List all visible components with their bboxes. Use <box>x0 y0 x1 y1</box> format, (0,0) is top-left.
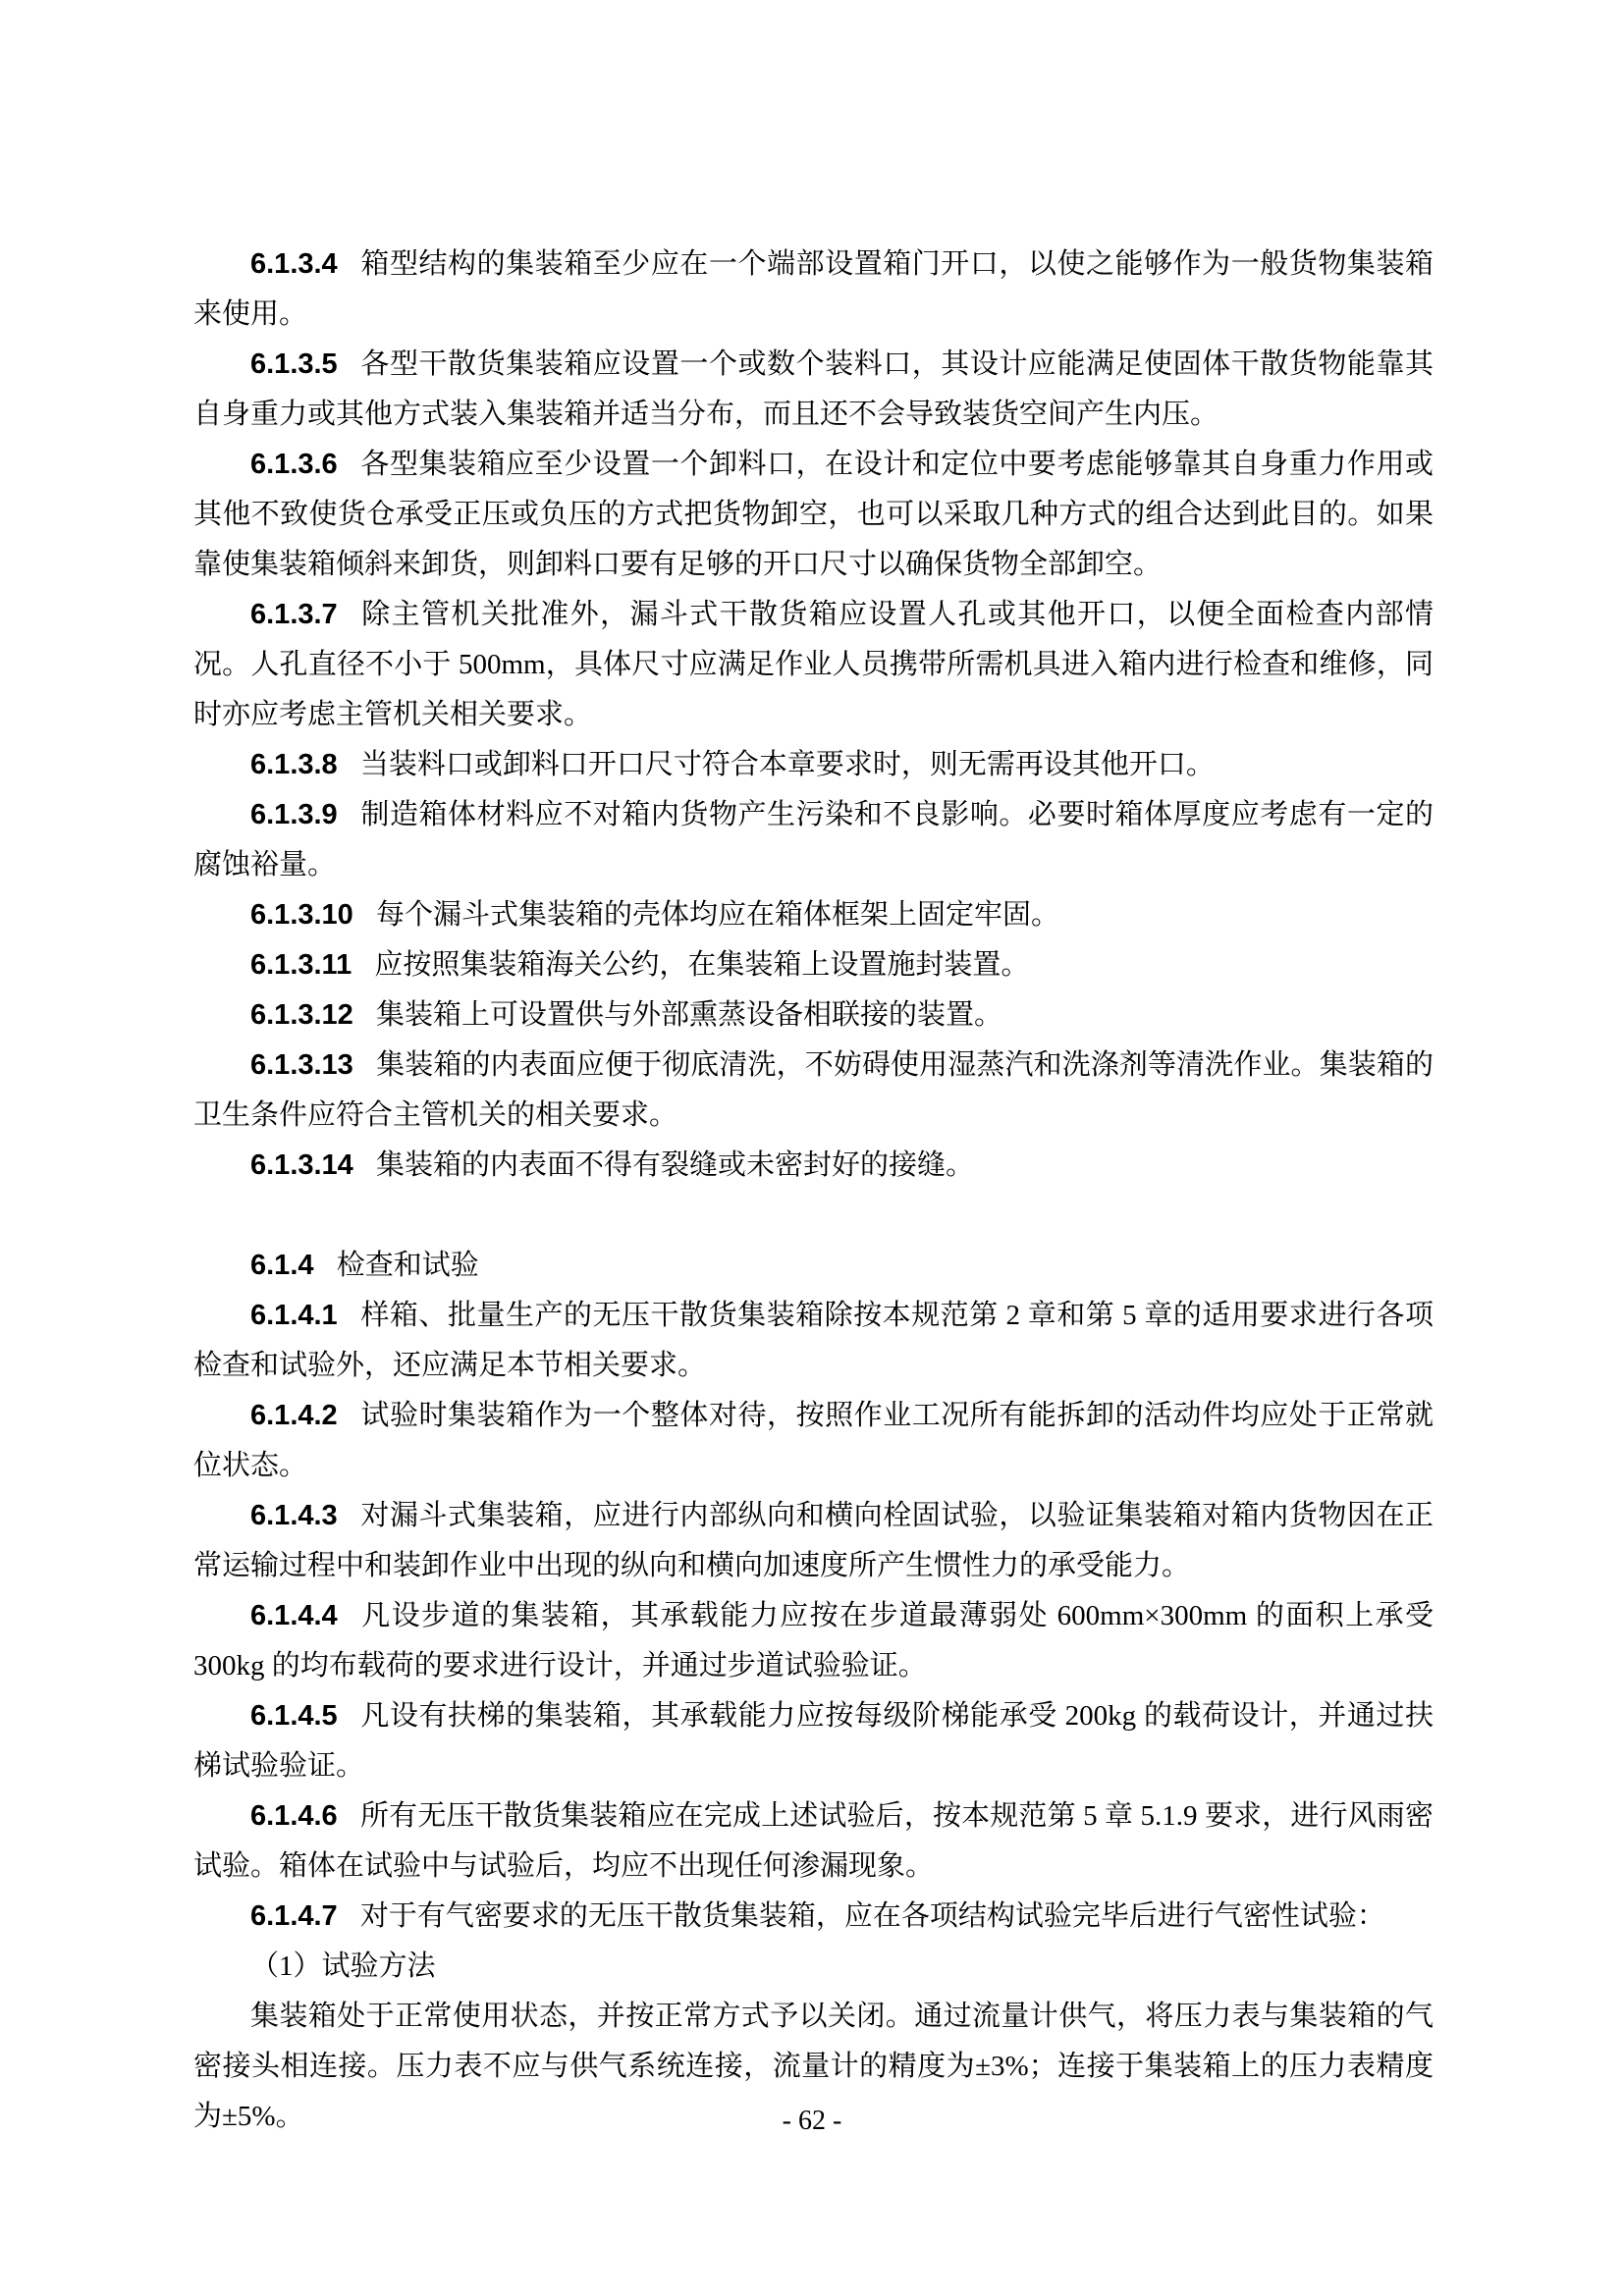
clause-text: 每个漏斗式集装箱的壳体均应在箱体框架上固定牢固。 <box>376 899 1060 931</box>
clause-paragraph <box>193 1491 1434 1591</box>
clause-text: 凡设有扶梯的集装箱，其承载能力应按每级阶梯能承受 200kg 的载荷设计，并通过扶梯试验验证。 <box>193 1700 1434 1782</box>
clause-number: 6.1.3.4 <box>250 248 338 280</box>
clause-paragraph <box>193 1041 1434 1141</box>
clause-text: 各型集装箱应至少设置一个卸料口，在设计和定位中要考虑能够靠其自身重力作用或其他不致使货仓承受正压或负压的方式把货物卸空，也可以采取几种方式的组合达到此目的。如果靠使集装箱倾斜来卸货，则卸料口要有足够的开口尺寸以确保货物全部卸空。 <box>193 449 1434 580</box>
clause-text: 样箱、批量生产的无压干散货集装箱除按本规范第 2 章和第 5 章的适用要求进行各项检查和试验外，还应满足本节相关要求。 <box>193 1300 1434 1381</box>
clause-text: 集装箱的内表面应便于彻底清洗，不妨碍使用湿蒸汽和洗涤剂等清洗作业。集装箱的卫生条件应符合主管机关的相关要求。 <box>193 1049 1434 1131</box>
clause-number: 6.1.4.1 <box>250 1300 338 1331</box>
clause-paragraph <box>193 990 1434 1041</box>
clause-paragraph <box>193 1942 1434 1992</box>
clause-text: 检查和试验 <box>336 1250 479 1281</box>
clause-number: 6.1.4.6 <box>250 1800 338 1832</box>
clause-paragraph <box>193 240 1434 340</box>
clause-text: 所有无压干散货集装箱应在完成上述试验后，按本规范第 5 章 5.1.9 要求，进行风雨密试验。箱体在试验中与试验后，均应不出现任何渗漏现象。 <box>193 1800 1434 1882</box>
clause-text: 对于有气密要求的无压干散货集装箱，应在各项结构试验完毕后进行气密性试验： <box>359 1900 1385 1932</box>
clause-paragraph <box>193 1591 1434 1691</box>
clause-number: 6.1.4.3 <box>250 1500 338 1531</box>
clause-number: 6.1.4.5 <box>250 1700 338 1732</box>
clause-paragraph <box>193 1691 1434 1791</box>
clause-text: 集装箱处于正常使用状态，并按正常方式予以关闭。通过流量计供气，将压力表与集装箱的气密接头相连接。压力表不应与供气系统连接，流量计的精度为±3%；连接于集装箱上的压力表精度为±5%。 <box>193 2001 1434 2132</box>
clause-number: 6.1.3.12 <box>250 999 353 1031</box>
clause-number: 6.1.4.7 <box>250 1900 338 1932</box>
section-heading <box>193 1241 1434 1291</box>
clause-number: 6.1.3.13 <box>250 1049 353 1081</box>
clause-text: 集装箱的内表面不得有裂缝或未密封好的接缝。 <box>376 1149 975 1181</box>
clause-paragraph <box>193 440 1434 590</box>
clause-text: 当装料口或卸料口开口尺寸符合本章要求时，则无需再设其他开口。 <box>359 749 1215 780</box>
clause-paragraph <box>193 940 1434 990</box>
clause-number: 6.1.3.14 <box>250 1149 353 1181</box>
clause-number: 6.1.3.11 <box>250 949 352 981</box>
clause-paragraph <box>193 1791 1434 1892</box>
clause-text: 各型干散货集装箱应设置一个或数个装料口，其设计应能满足使固体干散货物能靠其自身重力或其他方式装入集装箱并适当分布，而且还不会导致装货空间产生内压。 <box>193 348 1434 430</box>
clause-text: 集装箱上可设置供与外部熏蒸设备相联接的装置。 <box>376 999 1003 1031</box>
clause-paragraph <box>193 740 1434 790</box>
clause-paragraph <box>193 1291 1434 1391</box>
clause-paragraph <box>193 890 1434 940</box>
clause-paragraph <box>193 790 1434 890</box>
clause-number: 6.1.4.2 <box>250 1400 338 1431</box>
clause-number: 6.1.3.5 <box>250 348 338 380</box>
clause-number: 6.1.3.7 <box>250 599 338 630</box>
clause-text: 箱型结构的集装箱至少应在一个端部设置箱门开口，以使之能够作为一般货物集装箱来使用。 <box>193 248 1434 330</box>
clause-text: 试验时集装箱作为一个整体对待，按照作业工况所有能拆卸的活动件均应处于正常就位状态。 <box>193 1400 1434 1481</box>
clause-text: 制造箱体材料应不对箱内货物产生污染和不良影响。必要时箱体厚度应考虑有一定的腐蚀裕量。 <box>193 799 1434 881</box>
clause-number: 6.1.3.6 <box>250 449 338 480</box>
clause-paragraph <box>193 1391 1434 1491</box>
page-number: - 62 - <box>782 2106 842 2136</box>
clause-paragraph <box>193 340 1434 440</box>
clause-text: （1）试验方法 <box>250 1950 436 1982</box>
clause-number: 6.1.4.4 <box>250 1600 338 1631</box>
clause-text: 凡设步道的集装箱，其承载能力应按在步道最薄弱处 600mm×300mm 的面积上承受 300kg 的均布载荷的要求进行设计，并通过步道试验验证。 <box>193 1600 1434 1682</box>
clause-number: 6.1.3.10 <box>250 899 353 931</box>
clause-number: 6.1.3.9 <box>250 799 338 830</box>
clause-text: 除主管机关批准外，漏斗式干散货箱应设置人孔或其他开口，以便全面检查内部情况。人孔直径不小于 500mm，具体尺寸应满足作业人员携带所需机具进入箱内进行检查和维修，同时亦应考虑主管机关相关要求。 <box>193 599 1434 730</box>
clause-text: 对漏斗式集装箱，应进行内部纵向和横向栓固试验，以验证集装箱对箱内货物因在正常运输过程中和装卸作业中出现的纵向和横向加速度所产生惯性力的承受能力。 <box>193 1500 1434 1581</box>
clause-paragraph <box>193 1892 1434 1942</box>
clause-number: 6.1.4 <box>250 1250 314 1281</box>
clause-paragraph <box>193 1141 1434 1191</box>
document-body <box>193 240 1434 2142</box>
clause-paragraph <box>193 590 1434 740</box>
clause-text: 应按照集装箱海关公约，在集装箱上设置施封装置。 <box>374 949 1030 981</box>
clause-number: 6.1.3.8 <box>250 749 338 780</box>
